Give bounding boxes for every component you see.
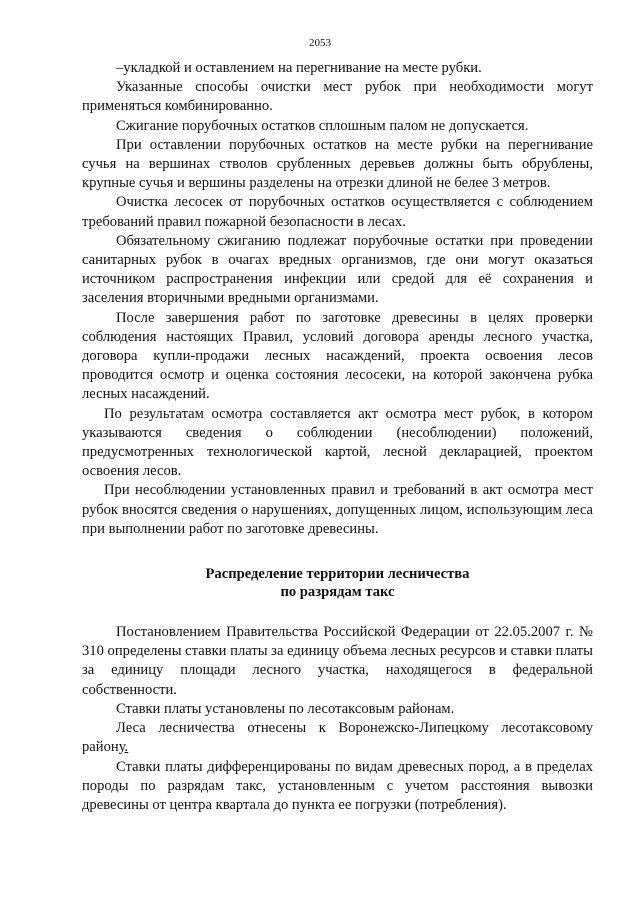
paragraph: Обязательному сжиганию подлежат порубочные остатки при проведении санитарных рубок в очагах вредных организмов, где они могут оказаться источником распространения инфекции или средой для её сохранения и заселения вторичными вредными организмами. bbox=[82, 232, 593, 307]
paragraph: Постановлением Правительства Российской Федерации от 22.05.2007 г. № 310 определены ставки платы за единицу объема лесных ресурсов и ставки платы за единицу площади лесного участка, находящегося в федеральной собственности. bbox=[82, 624, 593, 698]
paragraph: После завершения работ по заготовке древесины в целях проверки соблюдения настоящих Правил, условий договора аренды лесного участка, договора купли-продажи лесных насаждений, проекта освоения лесов проводится осмотр и оценка состояния лесосеки, на которой закончена рубка лесных насаждений. bbox=[82, 309, 593, 403]
paragraph: Очистка лесосек от порубочных остатков осуществляется с соблюдением требований правил пожарной безопасности в лесах. bbox=[82, 194, 593, 230]
section-heading bbox=[82, 565, 593, 601]
page-content bbox=[82, 59, 593, 815]
paragraph: Ставки платы установлены по лесотаксовым районам. bbox=[116, 700, 455, 717]
underlined-period: . bbox=[124, 739, 129, 756]
paragraph: –укладкой и оставлением на перегнивание на месте рубки. bbox=[116, 60, 482, 76]
heading-line: по разрядам такс bbox=[280, 584, 395, 601]
paragraph bbox=[82, 719, 593, 757]
paragraph: При несоблюдении установленных правил и требований в акт осмотра мест рубок вносятся сведения о нарушениях, допущенных лицом, использующим леса при выполнении работ по заготовке древесины. bbox=[82, 482, 593, 537]
paragraph: Ставки платы дифференцированы по видам древесных пород, а в пределах породы по разрядам такс, установленным с учетом расстояния вывозки древесины от центра квартала до пункта ее погрузки (потребления). bbox=[82, 758, 593, 813]
heading-line: Распределение территории лесничества bbox=[205, 566, 470, 583]
paragraph: При оставлении порубочных остатков на месте рубки на перегнивание сучья на вершинах стволов срубленных деревьев должны быть обрублены, крупные сучья и вершины разделены на отрезки длиной не белее 3 метров. bbox=[82, 136, 593, 192]
paragraph: Сжигание порубочных остатков сплошным палом не допускается. bbox=[116, 117, 529, 134]
paragraph-text: Леса лесничества отнесены к Воронежско-Липецкому лесотаксовому району bbox=[82, 720, 593, 756]
page-number: 2053 bbox=[309, 37, 331, 49]
paragraph: Указанные способы очистки мест рубок при необходимости могут применяться комбинированно. bbox=[82, 79, 593, 115]
paragraph: По результатам осмотра составляется акт осмотра мест рубок, в котором указываются сведения о соблюдении (несоблюдении) положений, предусмотренных технологической картой, лесной декларацией, проектом освоения лесов. bbox=[82, 405, 593, 480]
